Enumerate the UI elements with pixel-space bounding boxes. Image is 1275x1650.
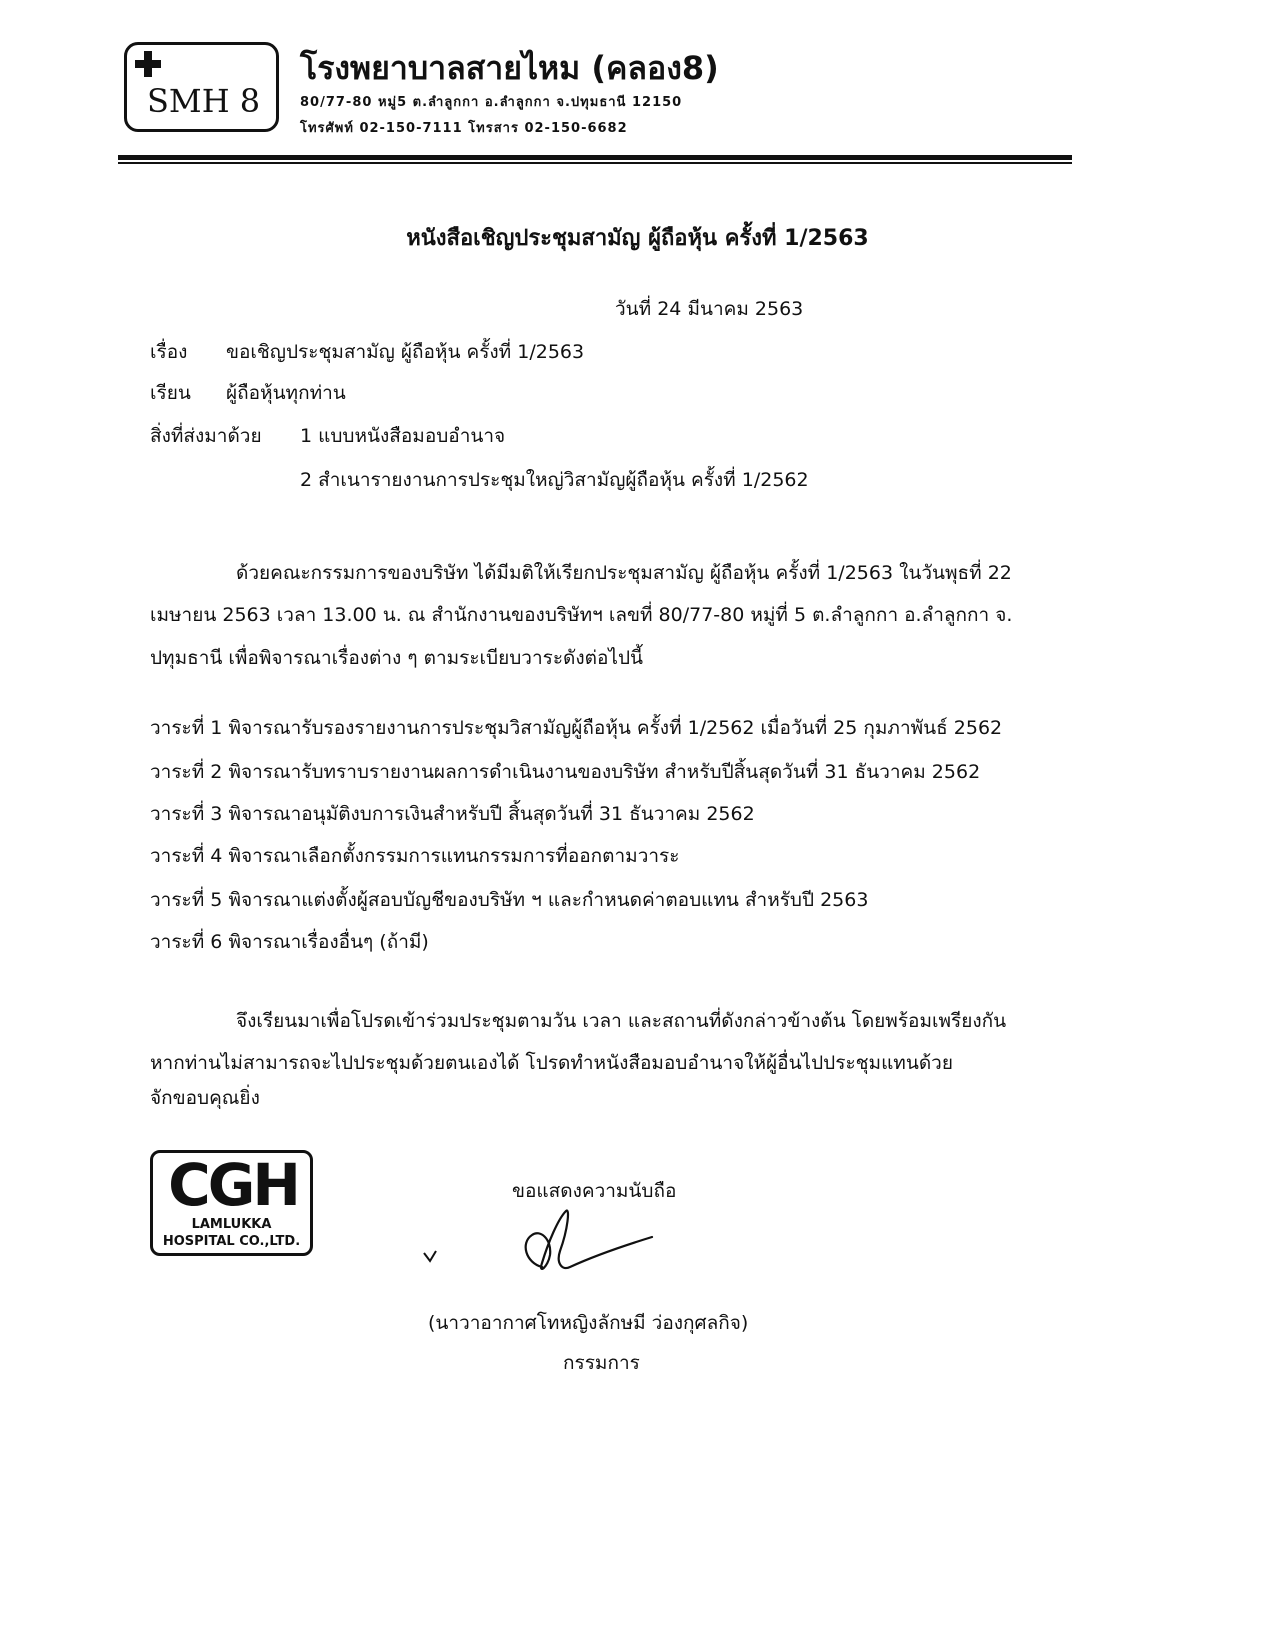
enclosure-item: 2 สำเนารายงานการประชุมใหญ่วิสามัญผู้ถือหุ้น ครั้งที่ 1/2562: [300, 469, 809, 491]
subject-label: เรื่อง: [150, 341, 188, 363]
hospital-contact: โทรศัพท์ 02-150-7111 โทรสาร 02-150-6682: [300, 121, 628, 136]
intro-line: ปทุมธานี เพื่อพิจารณาเรื่องต่าง ๆ ตามระเบียบวาระดังต่อไปนี้: [150, 647, 644, 669]
document-date: วันที่ 24 มีนาคม 2563: [615, 298, 804, 320]
header-rule: [118, 155, 1072, 160]
enclosure-item: 1 แบบหนังสือมอบอำนาจ: [300, 425, 506, 447]
agenda-item: วาระที่ 1 พิจารณารับรองรายงานการประชุมวิสามัญผู้ถือหุ้น ครั้งที่ 1/2562 เมื่อวันที่ 25 กุมภาพันธ์ 2562: [150, 717, 1003, 739]
intro-line: เมษายน 2563 เวลา 13.00 น. ณ สำนักงานของบริษัทฯ เลขที่ 80/77-80 หมู่ที่ 5 ต.ลำลูกกา อ.ลำลูกกา จ.: [150, 604, 1013, 626]
agenda-item: วาระที่ 4 พิจารณาเลือกตั้งกรรมการแทนกรรมการที่ออกตามวาระ: [150, 845, 680, 867]
medical-cross-icon: [135, 51, 161, 77]
agenda-item: วาระที่ 3 พิจารณาอนุมัติงบการเงินสำหรับปี สิ้นสุดวันที่ 31 ธันวาคม 2562: [150, 803, 755, 825]
signatory-position: กรรมการ: [563, 1352, 640, 1374]
signatory-name: (นาวาอากาศโทหญิงลักษมี ว่องกุศลกิจ): [428, 1312, 749, 1334]
agenda-item: วาระที่ 5 พิจารณาแต่งตั้งผู้สอบบัญชีของบริษัท ฯ และกำหนดค่าตอบแทน สำหรับปี 2563: [150, 889, 869, 911]
closing-line: จักขอบคุณยิ่ง: [150, 1087, 260, 1109]
document-title: หนังสือเชิญประชุมสามัญ ผู้ถือหุ้น ครั้งที่ 1/2563: [406, 226, 869, 251]
hospital-address: 80/77-80 หมู่5 ต.ลำลูกกา อ.ลำลูกกา จ.ปทุมธานี 12150: [300, 95, 683, 110]
recipient-label: เรียน: [150, 382, 191, 404]
handwritten-signature: [420, 1205, 670, 1290]
logo-text: SMH 8: [147, 82, 261, 120]
header-rule-thin: [118, 162, 1072, 164]
hospital-name: โรงพยาบาลสายไหม (คลอง8): [300, 49, 719, 87]
closing-line: หากท่านไม่สามารถจะไปประชุมด้วยตนเองได้ โปรดทำหนังสือมอบอำนาจให้ผู้อื่นไปประชุมแทนด้วย: [150, 1052, 953, 1074]
agenda-item: วาระที่ 6 พิจารณาเรื่องอื่นๆ (ถ้ามี): [150, 931, 429, 953]
hospital-logo: [124, 42, 279, 132]
company-stamp: [150, 1150, 313, 1256]
recipient-value: ผู้ถือหุ้นทุกท่าน: [226, 382, 346, 404]
closing-regards: ขอแสดงความนับถือ: [512, 1180, 677, 1202]
agenda-item: วาระที่ 2 พิจารณารับทราบรายงานผลการดำเนินงานของบริษัท สำหรับปีสิ้นสุดวันที่ 31 ธันวาคม 2562: [150, 761, 981, 783]
closing-line: จึงเรียนมาเพื่อโปรดเข้าร่วมประชุมตามวัน เวลา และสถานที่ดังกล่าวข้างต้น โดยพร้อมเพรียงกัน: [236, 1010, 1007, 1032]
stamp-line-1: LAMLUKKA: [191, 1217, 272, 1232]
stamp-letters: CGH: [168, 1151, 298, 1219]
stamp-line-2: HOSPITAL CO.,LTD.: [162, 1234, 301, 1249]
intro-line: ด้วยคณะกรรมการของบริษัท ได้มีมติให้เรียกประชุมสามัญ ผู้ถือหุ้น ครั้งที่ 1/2563 ในวันพุธที่ 22: [236, 562, 1012, 584]
subject-value: ขอเชิญประชุมสามัญ ผู้ถือหุ้น ครั้งที่ 1/2563: [226, 341, 585, 363]
enclosures-label: สิ่งที่ส่งมาด้วย: [150, 425, 262, 447]
